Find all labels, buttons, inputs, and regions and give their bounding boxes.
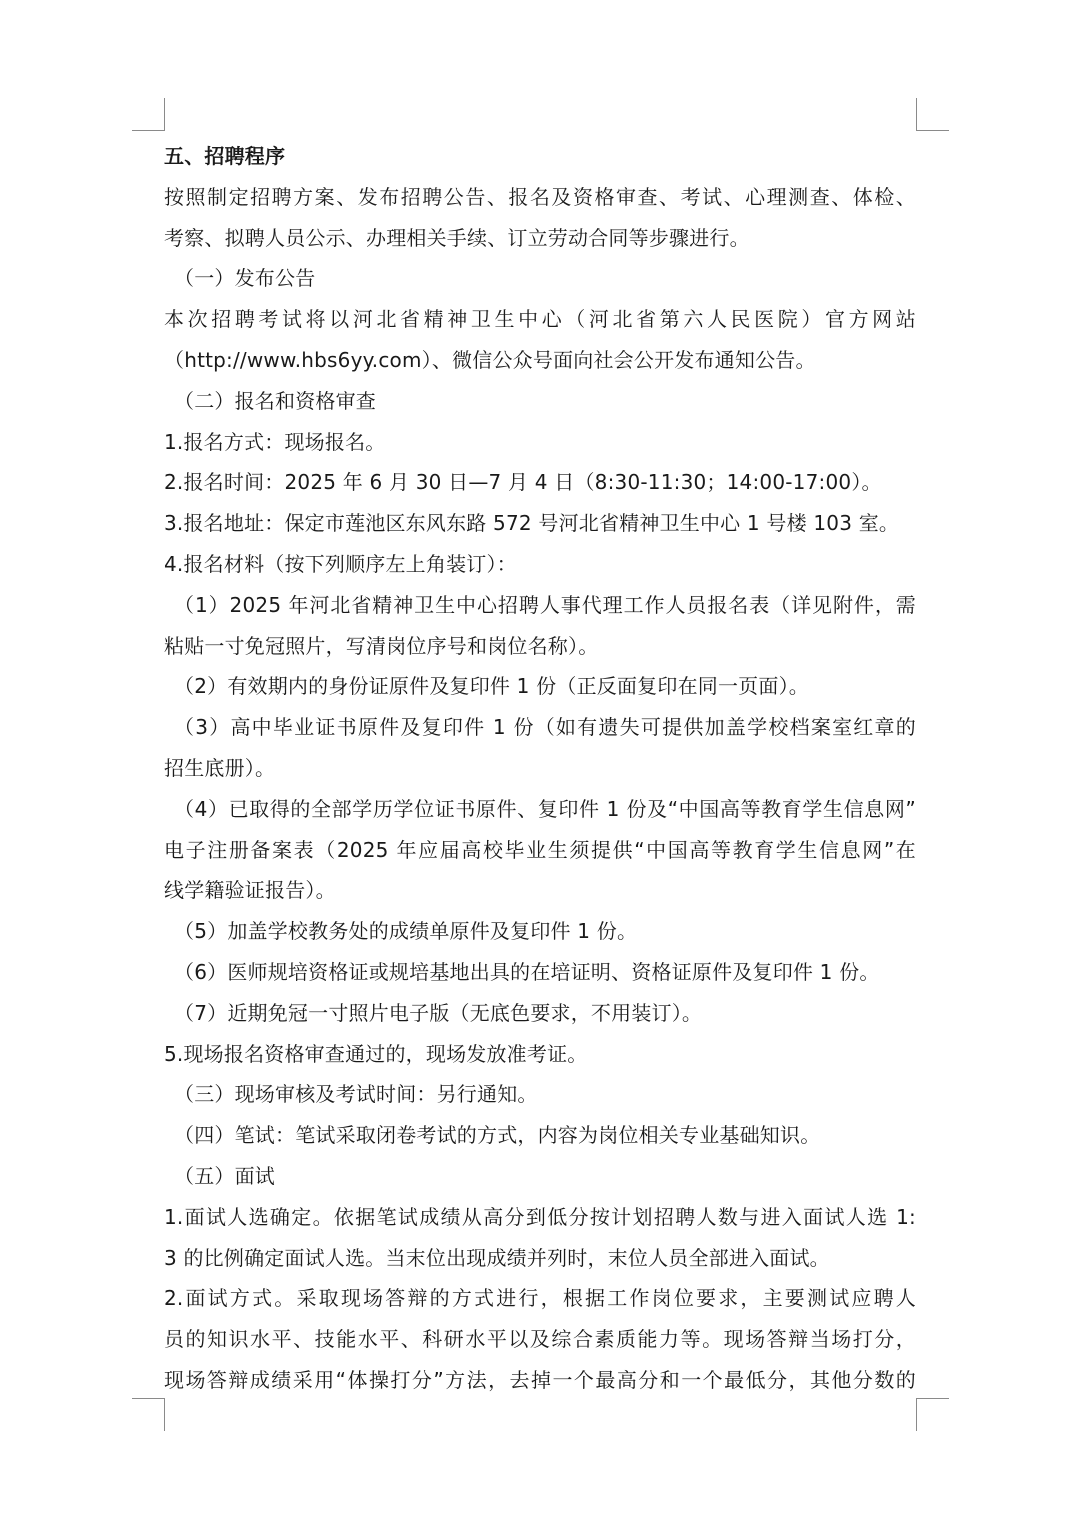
list-item-continued: 员的知识水平、技能水平、科研水平以及综合素质能力等。现场答辩当场打分， bbox=[164, 1327, 916, 1352]
paragraph-line: 按照制定招聘方案、发布招聘公告、报名及资格审查、考试、心理测查、体检、 bbox=[164, 184, 916, 209]
list-item: 2.面试方式。采取现场答辩的方式进行，根据工作岗位要求，主要测试应聘人 bbox=[164, 1286, 916, 1311]
paragraph-line: 考察、拟聘人员公示、办理相关手续、订立劳动合同等步骤进行。 bbox=[164, 225, 750, 250]
list-item: 1.面试人选确定。依据笔试成绩从高分到低分按计划招聘人数与进入面试人选 1: bbox=[164, 1204, 916, 1229]
list-subitem: （2）有效期内的身份证原件及复印件 1 份（正反面复印在同一页面）。 bbox=[174, 674, 809, 699]
list-item: 3.报名地址：保定市莲池区东风东路 572 号河北省精神卫生中心 1 号楼 103 室。 bbox=[164, 511, 900, 536]
crop-mark-top-right bbox=[916, 98, 949, 131]
paragraph-line: 本次招聘考试将以河北省精神卫生中心（河北省第六人民医院）官方网站 bbox=[164, 307, 916, 332]
list-item-continued: 现场答辩成绩采用“体操打分”方法，去掉一个最高分和一个最低分，其他分数的 bbox=[164, 1367, 916, 1392]
crop-mark-bottom-left bbox=[132, 1398, 165, 1431]
list-subitem-continued: 电子注册备案表（2025 年应届高校毕业生须提供“中国高等教育学生信息网”在 bbox=[164, 837, 916, 862]
list-item: 2.报名时间：2025 年 6 月 30 日—7 月 4 日（8:30-11:30；14:00-17:00）。 bbox=[164, 470, 882, 495]
document-body bbox=[164, 136, 924, 1401]
section-heading: 五、招聘程序 bbox=[164, 144, 286, 168]
subsection-heading: （二）报名和资格审查 bbox=[174, 388, 376, 413]
list-item: 1.报名方式：现场报名。 bbox=[164, 429, 386, 454]
list-item: 5.现场报名资格审查通过的，现场发放准考证。 bbox=[164, 1041, 588, 1066]
list-subitem: （7）近期免冠一寸照片电子版（无底色要求，不用装订）。 bbox=[174, 1000, 703, 1025]
crop-mark-bottom-right bbox=[916, 1398, 949, 1431]
list-subitem-continued: 粘贴一寸免冠照片，写清岗位序号和岗位名称）。 bbox=[164, 633, 599, 658]
paragraph-line: （http://www.hbs6yy.com）、微信公众号面向社会公开发布通知公告。 bbox=[164, 347, 816, 372]
list-subitem: （3）高中毕业证书原件及复印件 1 份（如有遗失可提供加盖学校档案室红章的 bbox=[174, 715, 916, 740]
list-subitem-continued: 线学籍验证报告）。 bbox=[164, 878, 336, 903]
list-subitem: （6）医师规培资格证或规培基地出具的在培证明、资格证原件及复印件 1 份。 bbox=[174, 959, 880, 984]
subsection-heading: （三）现场审核及考试时间：另行通知。 bbox=[174, 1082, 538, 1107]
subsection-heading: （五）面试 bbox=[174, 1163, 275, 1188]
list-item: 4.报名材料（按下列顺序左上角装订）： bbox=[164, 551, 517, 576]
list-subitem: （4）已取得的全部学历学位证书原件、复印件 1 份及“中国高等教育学生信息网” bbox=[174, 796, 916, 821]
list-subitem: （5）加盖学校教务处的成绩单原件及复印件 1 份。 bbox=[174, 919, 638, 944]
crop-mark-top-left bbox=[132, 98, 165, 131]
list-item-continued: 3 的比例确定面试人选。当末位出现成绩并列时，末位人员全部进入面试。 bbox=[164, 1245, 830, 1270]
list-subitem-continued: 招生底册）。 bbox=[164, 755, 276, 780]
subsection-heading: （四）笔试：笔试采取闭卷考试的方式，内容为岗位相关专业基础知识。 bbox=[174, 1123, 821, 1148]
list-subitem: （1）2025 年河北省精神卫生中心招聘人事代理工作人员报名表（详见附件，需 bbox=[174, 592, 916, 617]
subsection-heading: （一）发布公告 bbox=[174, 266, 316, 291]
